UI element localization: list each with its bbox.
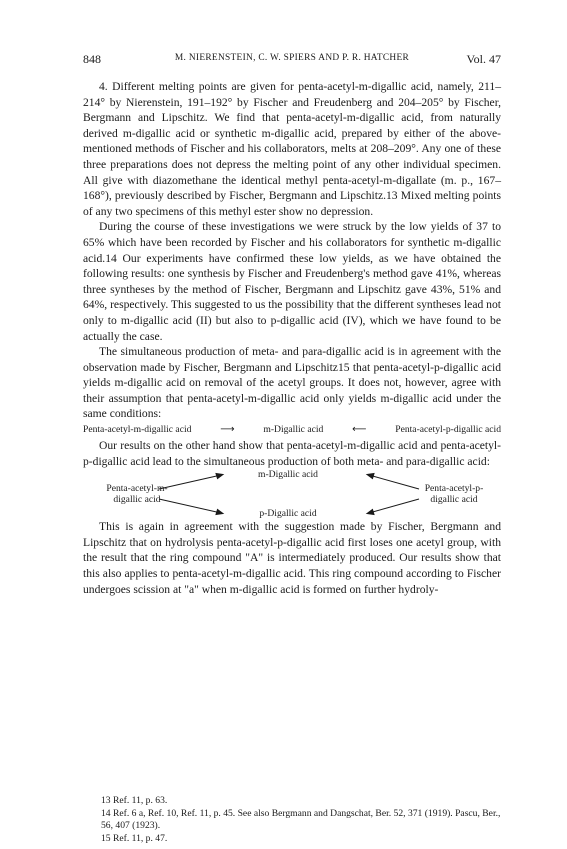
scheme2-left [97, 483, 177, 505]
article-body [83, 79, 501, 597]
scheme1-middle: m-Digallic acid [263, 424, 324, 436]
scheme2-right [409, 483, 499, 505]
scheme2-left-line2: digallic acid [113, 494, 161, 506]
arrow-left-icon: ⟵ [352, 424, 367, 436]
arrow-right-icon: ⟶ [220, 424, 235, 436]
paragraph-hydrolysis: This is again in agreement with the suggestion made by Fischer, Bergmann and Lipschitz that on hydrolysis penta-acetyl-p-digallic acid first loses one acetyl group, with the result that the ring compound "A" is intermediately produced. Our results show that this also applies to penta-acetyl-m-digallic acid. This ring compound according to Fischer undergoes scission at "a" when m-digallic acid is formed on further hydroly- [83, 520, 501, 596]
scheme2-left-line1: Penta-acetyl-m- [106, 483, 168, 495]
scheme1-left: Penta-acetyl-m-digallic acid [83, 424, 192, 436]
scheme1-right: Penta-acetyl-p-digallic acid [395, 424, 501, 436]
footnote-13: 13 Ref. 11, p. 63. [101, 795, 168, 806]
scheme2-top: m-Digallic acid [258, 469, 318, 481]
scheme2-right-line1: Penta-acetyl-p- [424, 483, 484, 495]
footnotes [83, 795, 501, 845]
paragraph-yields: During the course of these investigations we were struck by the low yields of 37 to 65% which have been recorded by Fischer and his collaborators for synthetic m-digallic acid.14 Our experiments have confirmed these low yields, as we have obtained the following results: one synthesis by Fischer and Freudenberg's method gave 41%, whereas three syntheses by the method of Fischer, Bergmann and Lipschitz gave 43%, 51% and 64%, respectively. This suggested to us the possibility that the different syntheses lead not only to m-digallic acid (II) but also to p-digallic acid (IV), which we have found to be actually the case. [83, 220, 501, 343]
scheme2-bottom: p-Digallic acid [259, 508, 317, 520]
running-header [83, 52, 501, 68]
reaction-scheme-1 [83, 423, 501, 437]
volume-label: Vol. 47 [466, 52, 501, 66]
page-number: 848 [83, 52, 101, 66]
paragraph-our-results: Our results on the other hand show that penta-acetyl-m-digallic acid and penta-acetyl-p-digallic acid lead to the simultaneous production of both meta- and para-digallic acid: [83, 439, 501, 468]
paragraph-melting-points: 4. Different melting points are given for penta-acetyl-m-digallic acid, namely, 211–214° by Nierenstein, 191–192° by Fischer and Freudenberg and 204–205° by Fischer, Bergmann and Lipschitz. We find that penta-acetyl-m-digallic acid, from naturally derived m-digallic acid or synthetic m-digallic acid, prepared by either of the above-mentioned methods of Fischer and his collaborators, melts at 208–209°. Any one of these three preparations does not depress the melting point of any other individual specimen. All give with diazomethane the identical methyl penta-acetyl-m-digallate (m. p., 167–168°), previously described by Fischer, Bergmann and Lipschitz.13 Mixed melting points of any two specimens of this methyl ester show no depression. [83, 80, 501, 218]
reaction-scheme-2 [83, 469, 501, 519]
footnote-14: 14 Ref. 6 a, Ref. 10, Ref. 11, p. 45. See also Bergmann and Dangschat, Ber. 52, 371 (1919). Pascu, Ber., 56, 407 (1923). [101, 807, 501, 831]
running-head-authors: M. NIERENSTEIN, C. W. SPIERS AND P. R. HATCHER [174, 53, 410, 63]
scheme2-right-line2: digallic acid [430, 494, 478, 506]
paragraph-simultaneous-production: The simultaneous production of meta- and para-digallic acid is in agreement with the observation made by Fischer, Bergmann and Lipschitz15 that penta-acetyl-p-digallic acid yields m-digallic acid on removal of the acetyl groups. It does not, however, agree with their assumption that penta-acetyl-m-digallic acid only yields m-digallic acid under the same conditions: [83, 345, 501, 421]
footnote-15: 15 Ref. 11, p. 47. [101, 832, 168, 844]
